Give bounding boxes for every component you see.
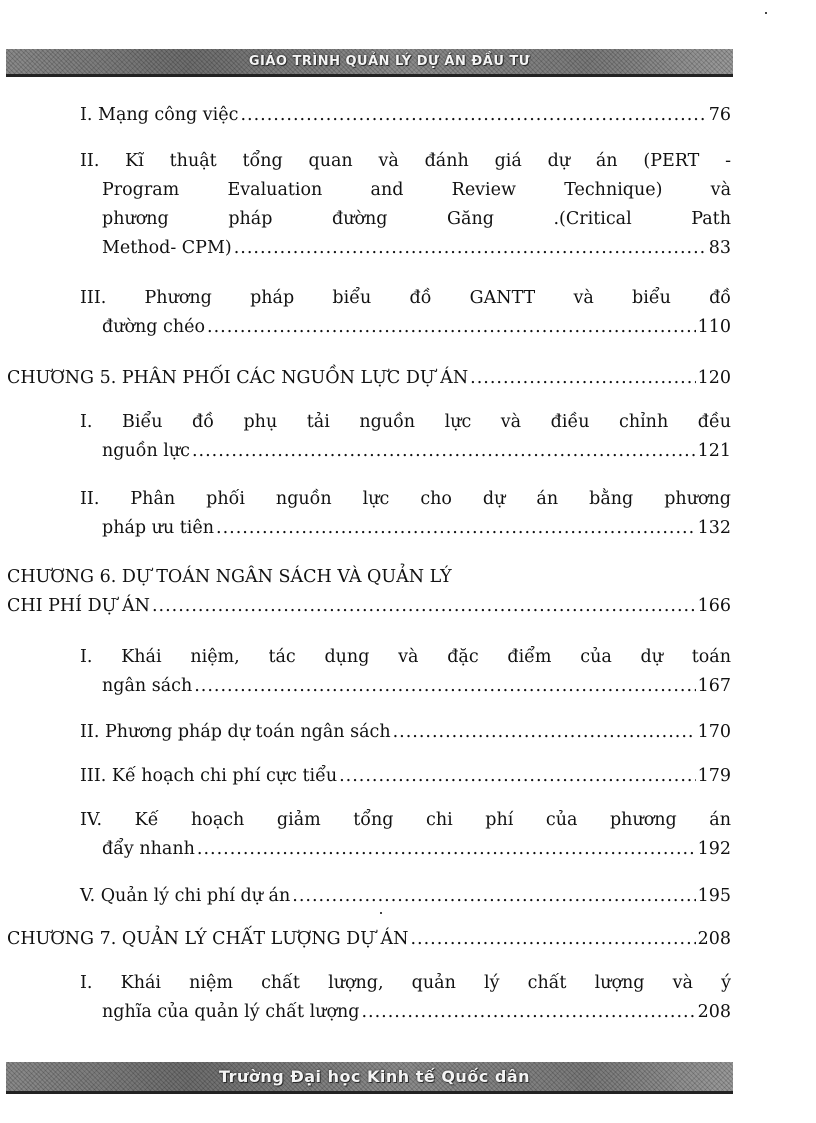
toc-entry[interactable] [80, 882, 731, 911]
toc-entry-title: ngân sách [102, 676, 193, 696]
toc-page-number: 110 [697, 317, 731, 337]
toc-entry[interactable] [80, 147, 731, 263]
toc-page-number: 166 [697, 596, 731, 616]
toc-entry[interactable] [80, 408, 731, 466]
toc-page-number: 208 [697, 1002, 731, 1022]
toc-entry-title: pháp ưu tiên [102, 518, 215, 538]
toc-entry-title: đường chéo [102, 317, 206, 337]
toc-chapter-title: CHƯƠNG 7. QUẢN LÝ CHẤT LƯỢNG DỰ ÁN [7, 929, 409, 949]
toc-page-number: 195 [697, 886, 731, 906]
toc-chapter-title: CHI PHÍ DỰ ÁN [7, 596, 150, 616]
toc-page-number: 83 [708, 238, 731, 258]
header-title: GIÁO TRÌNH QUẢN LÝ DỰ ÁN ĐẦU TƯ [248, 54, 531, 69]
toc-entry-line: I. Biểu đồ phụ tải nguồn lực và điều chỉnh đều [80, 412, 731, 432]
toc-page-number: 208 [697, 929, 731, 949]
toc-entry[interactable] [80, 485, 731, 543]
toc-chapter[interactable] [7, 563, 731, 621]
toc-entry-title: nguồn lực [102, 441, 190, 461]
footer-band [6, 1062, 733, 1094]
toc-entry[interactable] [80, 806, 731, 864]
toc-entry[interactable] [80, 643, 731, 701]
scan-speck [380, 912, 382, 914]
toc-entry-title: I. Mạng công việc [80, 105, 239, 125]
toc-entry-line: Program Evaluation and Review Technique) và [102, 180, 731, 200]
toc-entry[interactable] [80, 718, 731, 747]
toc-entry-title: đẩy nhanh [102, 839, 195, 859]
toc-page-number: 179 [697, 766, 731, 786]
toc-entry-line: III. Phương pháp biểu đồ GANTT và biểu đồ [80, 288, 731, 308]
toc-entry-line: II. Phân phối nguồn lực cho dự án bằng phương [80, 489, 731, 509]
header-band [6, 49, 733, 77]
toc-entry-title: III. Kế hoạch chi phí cực tiểu [80, 766, 338, 786]
toc-entry-title: nghĩa của quản lý chất lượng [102, 1002, 360, 1022]
toc-chapter[interactable] [7, 925, 731, 954]
toc-entry-title: V. Quản lý chi phí dự án [80, 886, 291, 906]
toc-chapter-title: CHƯƠNG 5. PHÂN PHỐI CÁC NGUỒN LỰC DỰ ÁN [7, 368, 469, 388]
toc-entry[interactable] [80, 762, 731, 791]
toc-entry-line: I. Khái niệm, tác dụng và đặc điểm của dự toán [80, 647, 731, 667]
toc-entry-line: I. Khái niệm chất lượng, quản lý chất lượng và ý [80, 973, 731, 993]
footer-title: Trường Đại học Kinh tế Quốc dân [218, 1067, 531, 1086]
toc-entry-line: IV. Kế hoạch giảm tổng chi phí của phương án [80, 810, 731, 830]
toc-entry[interactable] [80, 101, 731, 130]
toc-entry-title: Method- CPM) [102, 238, 232, 258]
toc-page-number: 167 [697, 676, 731, 696]
scan-speck [765, 12, 767, 14]
toc-page-number: 121 [697, 441, 731, 461]
toc-entry-title: II. Phương pháp dự toán ngân sách [80, 722, 391, 742]
toc-page-number: 76 [708, 105, 731, 125]
toc-page-number: 192 [697, 839, 731, 859]
toc-entry-line: phương pháp đường Găng .(Critical Path [102, 209, 731, 229]
toc-entry-line: II. Kĩ thuật tổng quan và đánh giá dự án (PERT - [80, 151, 731, 171]
toc-page-number: 170 [697, 722, 731, 742]
toc-chapter-line: CHƯƠNG 6. DỰ TOÁN NGÂN SÁCH VÀ QUẢN LÝ [7, 567, 452, 587]
toc-chapter[interactable] [7, 364, 731, 393]
toc-entry[interactable] [80, 284, 731, 342]
toc-page-number: 120 [697, 368, 731, 388]
toc-page-number: 132 [697, 518, 731, 538]
toc-entry[interactable] [80, 969, 731, 1027]
